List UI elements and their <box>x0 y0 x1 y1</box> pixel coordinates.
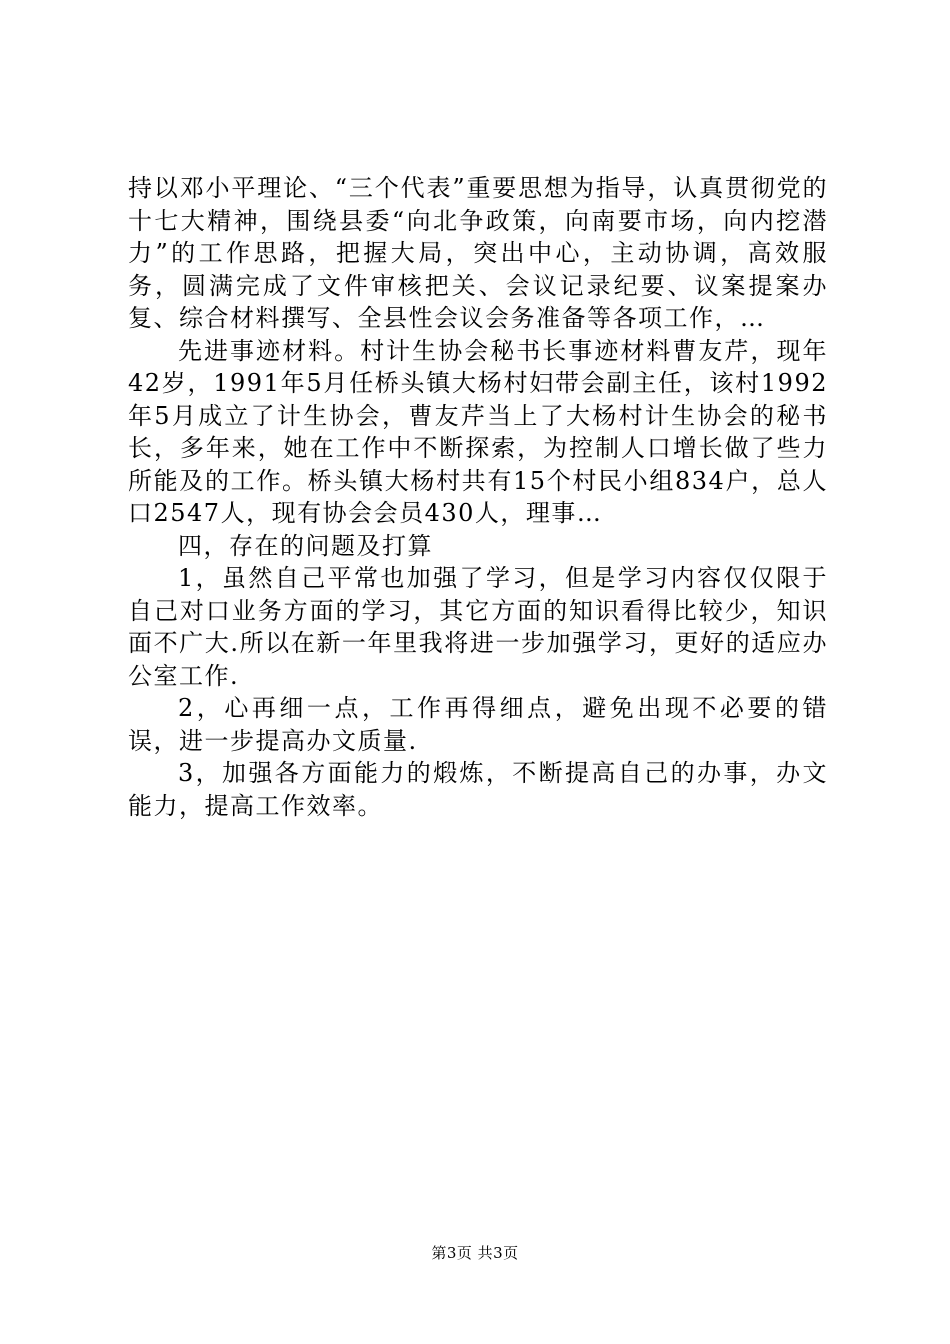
section-heading-problems-plans: 四，存在的问题及打算 <box>178 531 433 560</box>
paragraph-advanced-deeds: 先进事迹材料。村计生协会秘书长事迹材料曹友芹，现年42岁，1991年5月任桥头镇大杨村妇带会副主任，该村1992年5月成立了计生协会，曹友芹当上了大杨村计生协会的秘书长，多年来，她在工作中不断探索，为控制人口增长做了些力所能及的工作。桥头镇大杨村共有15个村民小组834户，总人口2547人，现有协会会员430人，理事… <box>128 336 828 527</box>
list-item-1: 1，虽然自己平常也加强了学习，但是学习内容仅仅限于自己对口业务方面的学习，其它方面的知识看得比较少，知识面不广大.所以在新一年里我将进一步加强学习，更好的适应办公室工作. <box>128 564 828 690</box>
document-body <box>128 172 828 822</box>
list-item-2: 2，心再细一点，工作再得细点，避免出现不必要的错误，进一步提高办文质量. <box>128 694 828 755</box>
paragraph-continuation: 持以邓小平理论、“三个代表”重要思想为指导，认真贯彻党的十七大精神，围绕县委“向北争政策，向南要市场，向内挖潜力”的工作思路，把握大局，突出中心，主动协调，高效服务，圆满完成了文件审核把关、会议记录纪要、议案提案办复、综合材料撰写、全县性会议会务准备等各项工作，… <box>128 174 828 332</box>
list-item-3: 3，加强各方面能力的煅炼，不断提高自己的办事，办文能力，提高工作效率。 <box>128 759 828 820</box>
page-number-footer: 第3页 共3页 <box>431 1244 519 1262</box>
